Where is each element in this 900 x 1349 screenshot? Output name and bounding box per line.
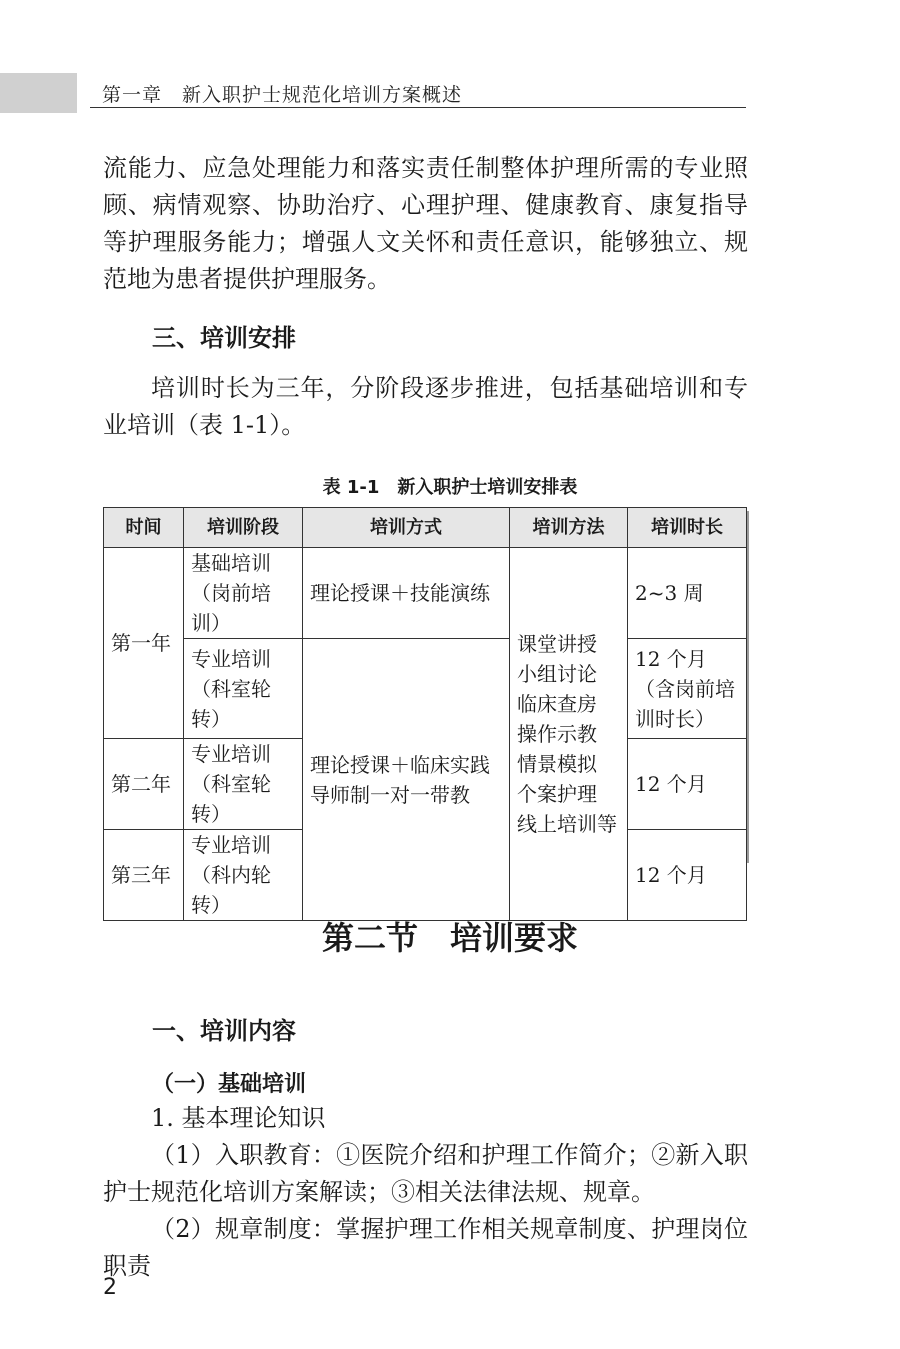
sub-heading-basic-training: （一）基础培训 bbox=[152, 1072, 307, 1097]
table-header-cell: 培训方式 bbox=[303, 508, 510, 548]
table-header-cell: 培训方法 bbox=[510, 508, 628, 548]
method-line: 临床查房 bbox=[517, 692, 597, 716]
item-orientation-education: （1）入职教育：①医院介绍和护理工作简介；②新入职护士规范化培训方案解读；③相关法律法规、规章。 bbox=[103, 1141, 748, 1206]
stage-cell bbox=[184, 739, 303, 830]
duration-cell: 2~3 周 bbox=[628, 548, 747, 639]
method-line: 操作示教 bbox=[517, 722, 597, 746]
page-number: 2 bbox=[103, 1275, 117, 1300]
mode-line: 导师制一对一带教 bbox=[310, 782, 470, 807]
stage-line: 基础培训 bbox=[191, 551, 271, 575]
method-line: 线上培训等 bbox=[517, 812, 617, 836]
method-line: 小组讨论 bbox=[517, 662, 597, 686]
item-rules-regulations: （2）规章制度：掌握护理工作相关规章制度、护理岗位职责 bbox=[103, 1215, 748, 1280]
year-cell: 第一年 bbox=[104, 548, 184, 739]
duration-cell: 12 个月（含岗前培训时长） bbox=[628, 639, 747, 739]
table-header-row bbox=[104, 508, 747, 548]
mode-cell bbox=[303, 639, 510, 921]
stage-line: （科室轮转） bbox=[191, 676, 271, 731]
header-tab-marker bbox=[0, 73, 77, 113]
table-header-cell: 培训时长 bbox=[628, 508, 747, 548]
intro-paragraph: 流能力、应急处理能力和落实责任制整体护理所需的专业照顾、病情观察、协助治疗、心理护理、健康教育、康复指导等护理服务能力；增强人文关怀和责任意识，能够独立、规范地为患者提供护理服务。 bbox=[103, 154, 748, 293]
stage-line: 专业培训 bbox=[191, 742, 271, 766]
stage-line: （科室轮转） bbox=[191, 772, 271, 826]
duration-cell: 12 个月 bbox=[628, 739, 747, 830]
year-cell: 第二年 bbox=[104, 739, 184, 830]
table-row bbox=[104, 639, 747, 739]
table-header-cell: 时间 bbox=[104, 508, 184, 548]
header-rule bbox=[90, 107, 746, 108]
stage-cell bbox=[184, 639, 303, 739]
stage-line: （岗前培训） bbox=[191, 581, 271, 635]
mode-line: 理论授课＋临床实践 bbox=[310, 752, 490, 777]
method-line: 情景模拟 bbox=[517, 752, 597, 776]
stage-line: （科内轮转） bbox=[191, 863, 271, 917]
section-title: 第二节 培训要求 bbox=[321, 919, 578, 957]
mode-cell: 理论授课＋技能演练 bbox=[303, 548, 510, 639]
training-schedule-table bbox=[103, 507, 747, 921]
running-header-title: 第一章 新入职护士规范化培训方案概述 bbox=[102, 84, 463, 106]
item-title-basic-theory: 1. 基本理论知识 bbox=[151, 1104, 326, 1132]
method-line: 个案护理 bbox=[517, 782, 597, 806]
table-row bbox=[104, 548, 747, 639]
stage-cell bbox=[184, 548, 303, 639]
stage-line: 专业培训 bbox=[191, 833, 271, 857]
year-cell: 第三年 bbox=[104, 830, 184, 921]
methods-cell bbox=[510, 548, 628, 921]
training-arrangement-paragraph: 培训时长为三年，分阶段逐步推进，包括基础培训和专业培训（表 1-1）。 bbox=[103, 374, 748, 439]
table-header-cell: 培训阶段 bbox=[184, 508, 303, 548]
subsection-heading-training-content: 一、培训内容 bbox=[152, 1017, 296, 1045]
method-line: 课堂讲授 bbox=[517, 632, 597, 656]
section-heading-training-arrangement: 三、培训安排 bbox=[152, 324, 296, 352]
stage-line: 专业培训 bbox=[191, 646, 271, 671]
table-caption: 表 1-1 新入职护士培训安排表 bbox=[322, 477, 578, 498]
stage-cell bbox=[184, 830, 303, 921]
duration-cell: 12 个月 bbox=[628, 830, 747, 921]
